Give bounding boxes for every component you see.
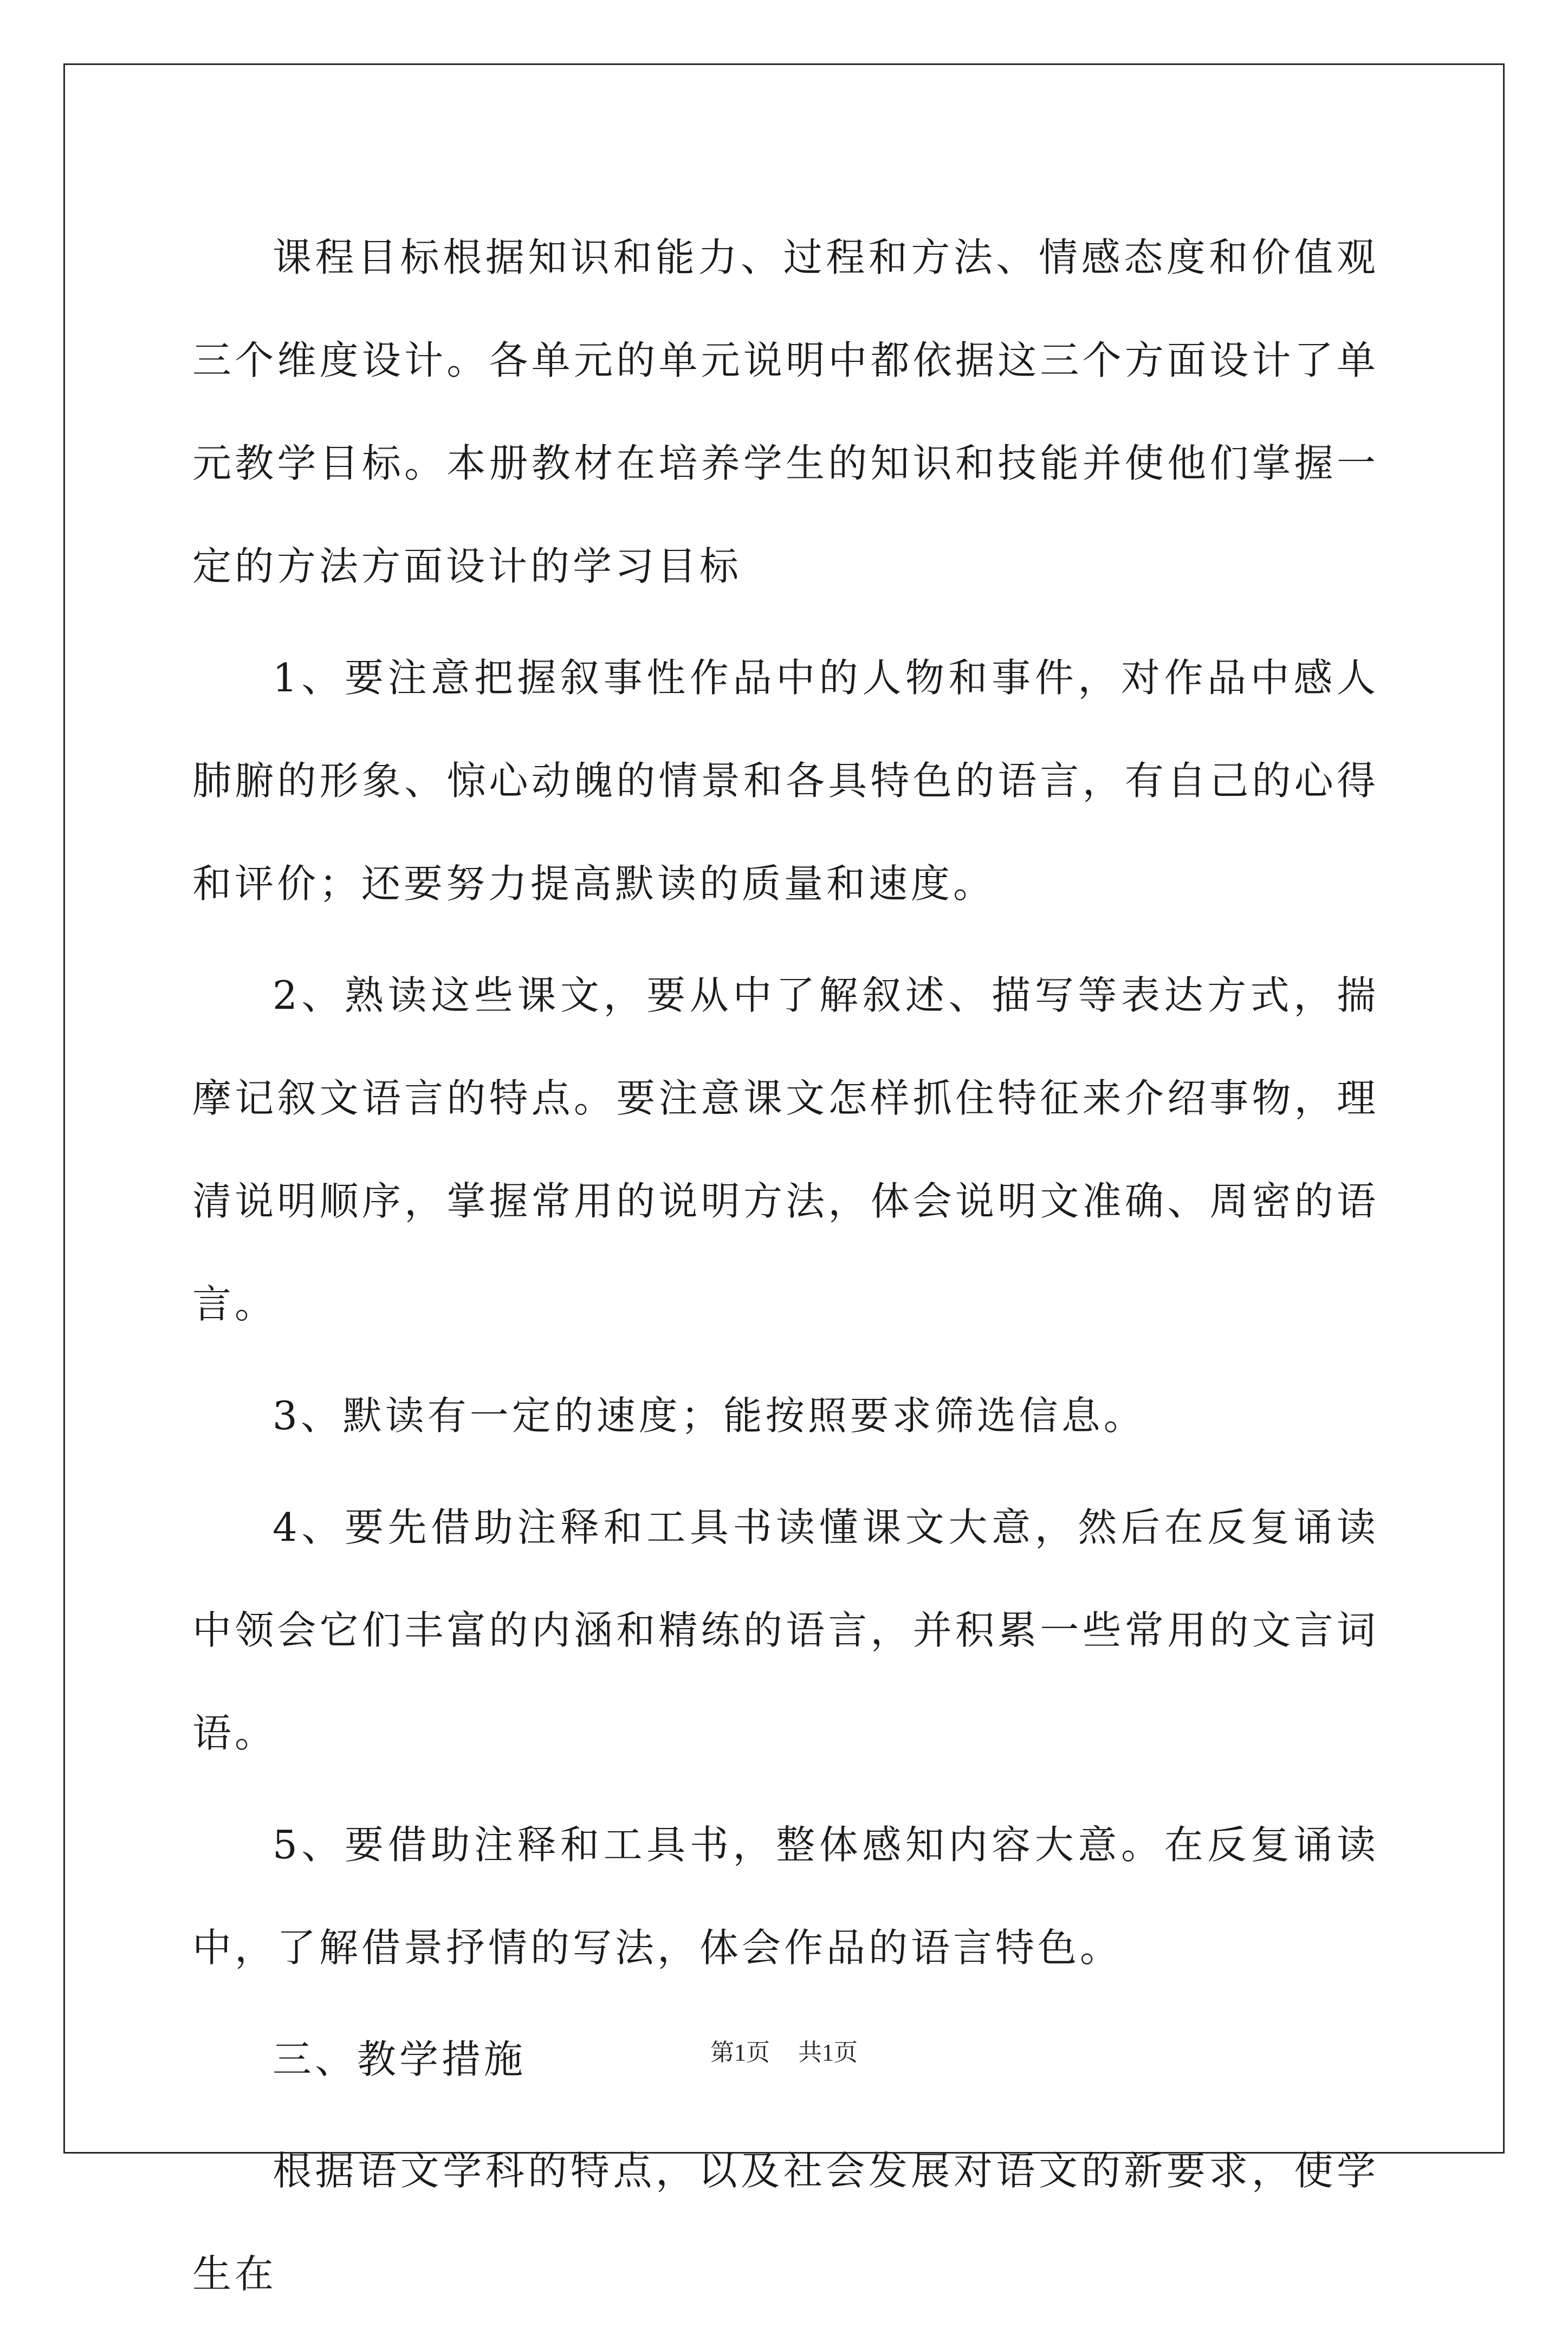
page-number-total: 共1页 (798, 2039, 858, 2066)
page-footer (0, 2033, 1568, 2067)
paragraph-goal-1: 1、要注意把握叙事性作品中的人物和事件，对作品中感人肺腑的形象、惊心动魄的情景和各具特色的语言，有自己的心得和评价；还要努力提高默读的质量和速度。 (192, 655, 1379, 906)
document-body (192, 206, 1379, 2334)
section-heading-teaching-measures: 三、教学措施 (273, 2037, 527, 2082)
page-number-current: 第1页 (710, 2039, 770, 2066)
paragraph-course-goals: 课程目标根据知识和能力、过程和方法、情感态度和价值观三个维度设计。各单元的单元说明中都依据这三个方面设计了单元教学目标。本册教材在培养学生的知识和技能并使他们掌握一定的方法方面设计的学习目标 (192, 235, 1379, 589)
paragraph-goal-2: 2、熟读这些课文，要从中了解叙述、描写等表达方式，揣摩记叙文语言的特点。要注意课文怎样抓住特征来介绍事物，理清说明顺序，掌握常用的说明方法，体会说明文准确、周密的语言。 (192, 973, 1379, 1327)
paragraph-goal-3: 3、默读有一定的速度；能按照要求筛选信息。 (273, 1393, 1146, 1438)
paragraph-goal-4: 4、要先借助注释和工具书读懂课文大意，然后在反复诵读中领会它们丰富的内涵和精练的语言，并积累一些常用的文言词语。 (192, 1505, 1379, 1756)
paragraph-goal-5: 5、要借助注释和工具书，整体感知内容大意。在反复诵读中，了解借景抒情的写法，体会作品的语言特色。 (192, 1822, 1379, 1970)
paragraph-teaching-measures: 根据语文学科的特点，以及社会发展对语文的新要求，使学生在 (192, 2148, 1379, 2297)
